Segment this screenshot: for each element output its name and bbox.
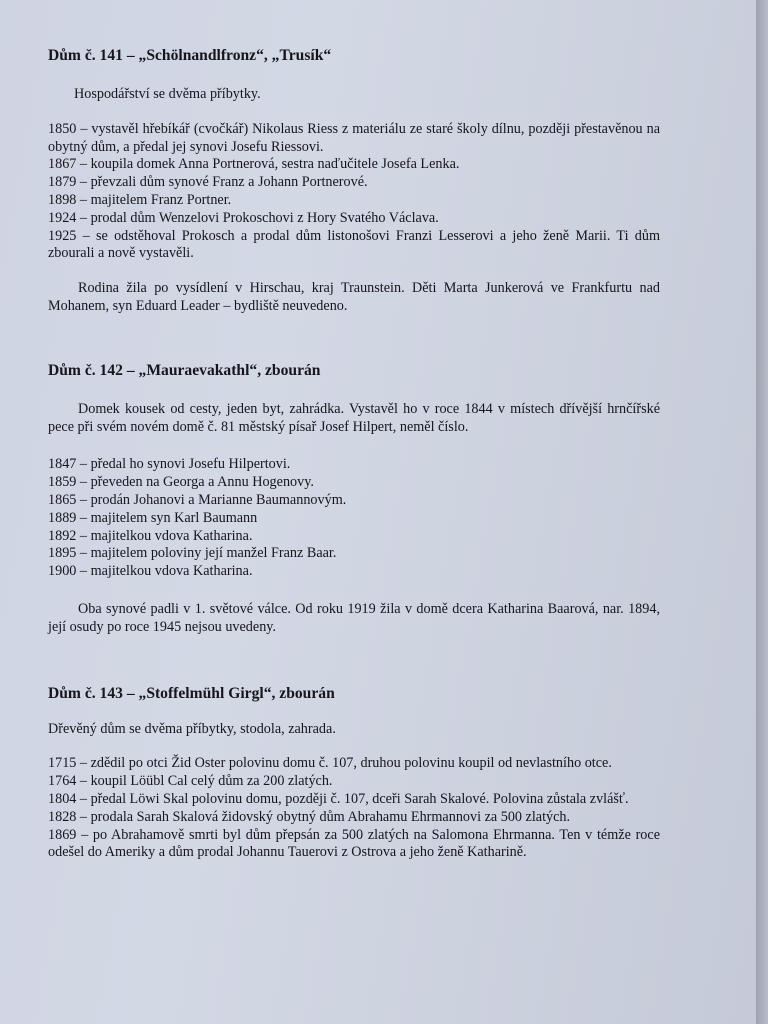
list-item: 1879 – převzali dům synové Franz a Johann Portnerové. <box>48 174 368 191</box>
list-item: 1900 – majitelkou vdova Katharina. <box>48 563 253 580</box>
list-item: 1828 – prodala Sarah Skalová židovský obytný dům Abrahamu Ehrmannovi za 500 zlatých. <box>48 808 571 825</box>
list-item: 1850 – vystavěl hřebíkář (cvočkář) Nikolaus Riess z materiálu ze staré školy dílnu, později přestavěnou na obytný dům, a předal jej synovi Josefu Riessovi. <box>48 120 660 155</box>
list-item: 1715 – zdědil po otci Žid Oster polovinu domu č. 107, druhou polovinu koupil od nevlastního otce. <box>48 755 612 772</box>
list-item: 1764 – koupil Löübl Cal celý dům za 200 zlatých. <box>48 773 333 790</box>
section-note-142: Oba synové padli v 1. světové válce. Od roku 1919 žila v domě dcera Katharina Baarová, nar. 1894, její osudy po roce 1945 nejsou uvedeny. <box>48 600 660 635</box>
list-item: 1925 – se odstěhoval Prokosch a prodal dům listonošovi Franzi Lesserovi a jeho ženě Marii. Ti dům zbourali a nově vystavěli. <box>48 227 660 262</box>
section-intro-141: Hospodářství se dvěma příbytky. <box>74 86 261 102</box>
ownership-list-142 <box>48 456 660 581</box>
list-item: 1859 – převeden na Georga a Annu Hogenovy. <box>48 474 314 491</box>
list-item: 1892 – majitelkou vdova Katharina. <box>48 527 253 544</box>
page-content <box>48 40 660 862</box>
list-item: 1865 – prodán Johanovi a Marianne Baumannovým. <box>48 491 347 508</box>
list-item: 1924 – prodal dům Wenzelovi Prokoschovi z Hory Svatého Václava. <box>48 209 439 226</box>
ownership-list-141 <box>48 121 660 263</box>
section-intro-143: Dřevěný dům se dvěma příbytky, stodola, zahrada. <box>48 720 336 737</box>
list-item: 1847 – předal ho synovi Josefu Hilpertovi. <box>48 456 291 473</box>
list-item: 1869 – po Abrahamově smrti byl dům přepsán za 500 zlatých na Salomona Ehrmanna. Ten v témže roce odešel do Ameriky a dům prodal Johannu Tauerovi z Ostrova a jeho ženě Katharině. <box>48 826 660 861</box>
ownership-list-143 <box>48 755 660 862</box>
section-title-141: Dům č. 141 – „Schölnandlfronz“, „Trusík“ <box>48 47 332 64</box>
section-intro-142: Domek kousek od cesty, jeden byt, zahrádka. Vystavěl ho v roce 1844 v místech dřívější hrnčířské pece při svém novém domě č. 81 městský písař Josef Hilpert, neměl číslo. <box>48 400 660 435</box>
list-item: 1867 – koupila domek Anna Portnerová, sestra naďučitele Josefa Lenka. <box>48 156 460 173</box>
list-item: 1889 – majitelem syn Karl Baumann <box>48 509 258 526</box>
list-item: 1804 – předal Löwi Skal polovinu domu, později č. 107, dceři Sarah Skalové. Polovina zůstala zvlášť. <box>48 790 629 807</box>
section-note-141: Rodina žila po vysídlení v Hirschau, kraj Traunstein. Děti Marta Junkerová ve Frankfurtu nad Mohanem, syn Eduard Leader – bydliště neuvedeno. <box>48 280 660 314</box>
list-item: 1898 – majitelem Franz Portner. <box>48 191 232 208</box>
section-title-142: Dům č. 142 – „Mauraevakathl“, zbourán <box>48 361 321 379</box>
list-item: 1895 – majitelem poloviny její manžel Franz Baar. <box>48 545 337 562</box>
section-title-143: Dům č. 143 – „Stoffelmühl Girgl“, zbourán <box>48 684 335 702</box>
